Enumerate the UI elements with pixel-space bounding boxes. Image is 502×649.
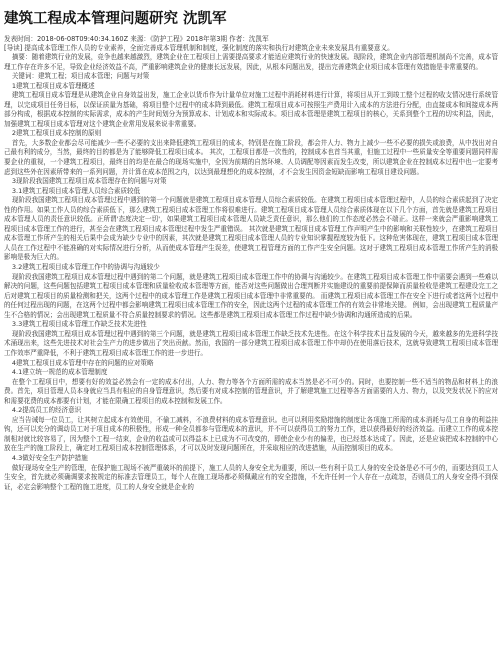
article-title: 建筑工程成本管理问题研究 沈凯军 (4, 11, 227, 27)
section-heading: 4.2提高员工的经济意识 (11, 406, 82, 415)
article-body (4, 53, 498, 492)
body-paragraph: 摘要：随着建筑行业的发展，竞争也越来越激烈，建筑企业在工程项目上需要提高要求才能适应建筑行业的快速发展。现阶段，建筑企业内部管理机制尚不完善，成本管理工作存在许多不足，导致企业经济效益不高，严重影响建筑企业的健康长远发展，因此，从根本问题出发，提出完善建筑企业项目成本管理有效措施是非常重要的。 (4, 53, 498, 71)
section-heading: 2建筑工程项目成本控制的原则 (11, 129, 102, 138)
body-paragraph: 现阶段我国建筑工程项目成本管理过程中遇到的第三个问题，就是建筑工程项目成本管理工作缺乏技术先进性。在这个科学技术日益发展的今天，越来越多的先进科学技术涌现出来，这些先进技术对社会生产力的进步做出了突出贡献。然而，我国的一部分建筑工程项目成本管理工作中却仍在使用落后技术，这就导致建筑工程项目成本管理工作效率严重降低，不利于建筑工程项目成本管理工作的进一步进行。 (4, 329, 498, 357)
body-paragraph: 建筑工程项目成本管理是从建筑企业自身效益出发，施工企业以货币作为计量单位对施工过程中消耗材料进行计算，将项目从开工到竣工整个过程的收支情况进行系统管理，以完成项目任务目标，以保证质量为基础，将项目整个过程中的成本降到最低。建筑工程项目成本可按照生产费用计入成本的方法进行分配，由直接成本和间接成本两部分构成，根据成本控制的实际需求，成本的产生时间划分为预算成本、计划成本和实际成本。项目成本管理是建筑工程项目的核心，关系到整个工程的切实利益，因此，加强建筑工程项目成本管理对这个建筑企业常用发展来说非常重要。 (4, 91, 498, 128)
section-heading: 3.1建筑工程项目成本管理人员综合素质较低 (11, 186, 141, 195)
section-heading: 4建筑工程项目成本管理中存在的问题的应对策略 (11, 358, 154, 367)
body-paragraph: 做好现场安全生产的管理，在保护施工现场不被严重破坏的前提下，施工人员的人身安全尤为重要，所以一些有利于员工人身的安全设备是必不可少的，而要达到员工人生安全，首先就必须确调要求按规定的标准去管理员工，每个人在施工现场都必须佩戴应有的安全措施，不允许任何一个人存在一点疏忽，否则员工的人身安全得不到保证，必定会影响整个工程的施工进度，员工的人身安全就是企业的 (4, 463, 498, 491)
section-heading: 3.3建筑工程项目成本管理工作缺乏技术先进性 (11, 320, 147, 329)
body-paragraph: 首先，大多数企业都会尽可能减少一些不必要的支出来降低建筑工程项目的成本，特别是在施工阶段，都会井人力、物力上减少一些不必要的损失或浪费，从中找出对自己最有利的成分，当然，最终的目的都是为了能够降低工程项目成本。 其次，工程项目都是一次性的，控制成本也首当其重，但施工过程中一些质量安全等重要问题同样需要企业的重视，一个建筑工程项目，最终目的均是在最合的现场实施中，全因为前期的自然环境、人员调配等因素而发生改变，所以建筑企业在控制成本过程中也一定要考虑到这些外在因素所带来的一系列问题，并计算在成本范围之内，以达到最理想化的成本控制，才不会发生因资金短缺而影响工程项目建设问题。 (4, 138, 498, 176)
body-paragraph: 现阶段我国建筑工程项目成本管理过程中遇到的第二个问题，就是建筑工程项目成本管理工作中的协调与沟通较少。在建筑工程项目成本管理工作中需要会遇到一些难以解决的问题，这些问题包括建筑工程项目成本管理和质量检收成本管理等方面，能否对这些问题做出合理判断并实施建设的重要前提保障而质量检收是建筑工程建设完工之后对建筑工程项目的质量检测和把关，这两个过程中的成本管理工作是建筑工程项目成本管理中非常重要的。 而建筑工程项目成本管理工作在安全下进行或者这两个过程中的任何过程出现的问题，在这两个过程中都会影响建筑工程项目成本管理工作的安全，因此这两个过程的成本管理工作的有效会非常地关键。 例如，会出现建筑工程质量产生不合格的情况；会出现建筑工程质量不符合质量控制要求的情况。这些都是建筑工程项目成本管理工作过程中缺少协调和沟通所造成的后果。 (4, 272, 498, 319)
body-paragraph: 现阶段我国建筑工程项目成本管理过程中遇到的第一个问题就是建筑工程项目成本管理人员综合素质较低。在建筑工程项目成本管理过程中，人员的综合素质起到了决定性的作用。如果工作人员的综合素质低下，那么建筑工程项目成本管理工作将很难进行。建筑工程项目成本管理人员综合素质体现在以下几个方面，首先就是建筑工程项目成本管理人员的责任意识较低。正所谓'态度决定一切'，如果建筑工程项目成本管理人员缺乏责任意识，那么他们的工作态度必然会不端正。这样一来就会严重影响建筑工程项目成本管理工作的进行，甚至会在建筑工程项目成本管理过程中发生严重错误。 其次就是建筑工程项目成本管理工作声明产生中的影响和关联性较少，在建筑工程项目成本管理工作所产生的相关后果中会成为缺少专业中的因素，其次就是建筑工程项目成本管理人员的专业知识掌握程度较为低下。这种危害体现在，建筑工程项目成本管理人员在工作过程中不能准确的对实际情况进行分析，从而使成本管理产生误差，使建筑工程管理方面的工作产生安全问题。这对于建筑工程项目成本管理工作所产生的消极影响是极为巨大的。 (4, 196, 498, 262)
body-paragraph: 应当告诫每一位员工，让其树立起成本有效使用，不偷工减料，不浪费材料的成本管理意识。也可以利用奖励措施的制度让各项施工所需的成本消耗与员工自身的利益挂钩，还可以充分的调动员工对于项目成本的积极性，形成一种全员都参与管理成本的意识，并不可以获得员工的努力工作，进以获得最好的经济效益。而建立工作的成本控制相对就比较容易了，因为整个工程一结束，企业的收益或可以得益本上已成为不可改变的，即使企业少有的偏差，也已经基本达成了。因此，还是应该把成本控制的中心放在生产的施工阶段上，确定对工程项目成本控制管理体系，才可以及时发现问题所在，并采取相应的改进措施，从而控制项目的成本。 (4, 415, 498, 453)
section-heading: 3.2建筑工程项目成本管理工作中的协调与沟通较少 (11, 263, 160, 272)
body-paragraph: 在整个工程项目中，想要有好的效益必然会有一定的成本付出，人力、物力等各个方面所需的成本当然是必不可少的。同时，也要控制一些不适当的物品和材料上的浪费。首先，项目管理人员本身就应当具有相应的自身管理意识，然后要有对成本控制的管理意识，并了解建筑施工过程等各方面需要的人力、物力，以及突发状况下的应对和需要花费的成本都要有计划，才能在限确工程项目的成本控制和发展工作。 (4, 377, 498, 405)
section-heading: 1建筑工程项目成本管理概述 (11, 81, 95, 90)
section-heading: 4.1建立统一规范的成本管理制度 (11, 368, 108, 377)
article-meta: 发表时间：2018-06-08T09:40:34.160Z 来源：《防护工程》2018年第3期 作者：沈凯军 (4, 35, 269, 43)
section-heading: 4.3做好安全生产防护措施 (11, 453, 88, 462)
section-heading: 3现阶段我国建筑工程项目成本管理存在的问题与对策 (11, 177, 167, 186)
body-paragraph: 关键词：建筑工程；项目成本管理；问题与对策 (11, 72, 150, 81)
article-guide: [导读] 提高成本管理工作人员的专业素养，全面完善成本管理机制和制度，强化制度的落实和执行对建筑企业未来发展具有重要意义。 (4, 44, 394, 52)
